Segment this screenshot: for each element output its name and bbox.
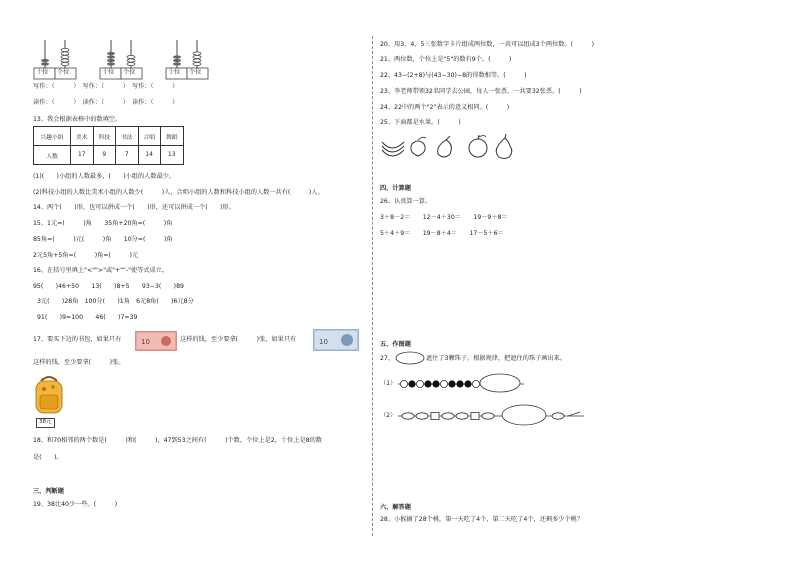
write-line: 写作：（ ） 写作：（ ） 写作：（ ） xyxy=(33,83,179,90)
cover-ellipse-icon xyxy=(394,350,426,366)
question-17-c: 这样的钱，至少要拿( )张。 xyxy=(33,359,125,366)
abacus-3-tens-label: 十位 xyxy=(168,69,181,76)
banana-icon xyxy=(382,142,404,156)
column-divider xyxy=(372,36,373,536)
question-25: 25、下面都是水果。( ) xyxy=(380,119,461,126)
section-5-title: 五、作图题 xyxy=(380,341,411,348)
abacus-1-ones-label: 个位 xyxy=(57,69,70,76)
apple-icon xyxy=(469,135,487,157)
table-cell: 14 xyxy=(138,146,161,165)
table-cell: 13 xyxy=(161,146,184,165)
price-tag: 38元 xyxy=(36,418,55,428)
produce-images xyxy=(380,132,520,160)
question-13-2: (2)科技小组的人数比美术小组的人数少( )人，合唱小组的人数和科技小组的人数一共有( )人。 xyxy=(33,189,324,196)
svg-text:10: 10 xyxy=(141,338,150,346)
section-3-title: 三、判断题 xyxy=(33,488,64,495)
question-28: 28、小猴摘了28个桃，第一天吃了4个，第二天吃了4个，还剩多少个桃？ xyxy=(380,516,584,523)
calc-row-2: 5＋4＋9＝ 19－8＋4＝ 17－5＋6＝ xyxy=(380,230,504,237)
table-header-cell: 合唱 xyxy=(138,127,161,146)
question-22: 22、43−(2+8)与(43−30)−8的得数相等。( ) xyxy=(380,72,527,79)
abacus-2-ones-label: 个位 xyxy=(123,69,136,76)
question-19: 19、38比40少一些。( ) xyxy=(33,501,118,508)
twenty-yuan-bill-image xyxy=(313,329,359,351)
hobby-table xyxy=(33,126,184,165)
calc-row-1: 3＋8－2＝ 12－4＋30＝ 19－9＋8＝ xyxy=(380,214,508,221)
table-header-cell: 舞蹈 xyxy=(161,127,184,146)
table-header-cell: 科技 xyxy=(93,127,116,146)
backpack-image xyxy=(31,373,67,417)
abacus-3-ones-label: 个位 xyxy=(189,69,202,76)
bead-string-1 xyxy=(396,372,526,394)
question-15-c: 2元5角+5角=( )角=( )元 xyxy=(33,252,139,259)
abacus-1-tens-label: 十位 xyxy=(36,69,49,76)
question-15-b: 85角=( )元( )角 10分=( )角 xyxy=(33,236,173,243)
table-row xyxy=(34,146,184,165)
question-24: 24、22中的两个"2"表示的意义相同。( ) xyxy=(380,104,510,111)
table-cell: 人数 xyxy=(34,146,71,165)
question-18-b: 是( )。 xyxy=(33,454,63,461)
question-27-number: 27、 xyxy=(380,355,395,362)
abacus-2-tens-label: 十位 xyxy=(102,69,115,76)
table-cell: 17 xyxy=(71,146,94,165)
table-header-cell: 美术 xyxy=(71,127,94,146)
question-18-a: 18、和70相邻的两个数是( )和( )，47到53之间有( )个数，个位上是2，十位上是8的数 xyxy=(33,437,322,444)
question-26: 26、认真算一算。 xyxy=(380,198,432,205)
bead-string-2 xyxy=(396,402,586,428)
question-16: 16、在括号里填上"<"">"或"+""-"使等式成立。 xyxy=(33,267,169,274)
question-16-row-3: 91( )9=100 46( )7=39 xyxy=(37,314,138,321)
ten-yuan-bill-image xyxy=(135,331,177,351)
question-20: 20、用3、4、5三张数字卡片组成两位数，一共可以组成3个两位数。( ) xyxy=(380,41,595,48)
table-header-cell: 兴趣小组 xyxy=(34,127,71,146)
question-15: 15、1元=( )角 35角+20角=( )角 xyxy=(33,220,173,227)
section-6-title: 六、解答题 xyxy=(380,504,411,511)
question-16-row-2: 3元( )28角 100分( )1角 6元8角( )6元8分 xyxy=(37,298,194,305)
table-cell: 7 xyxy=(116,146,139,165)
question-17-a: 17、要买下边的书包，如果只有 xyxy=(33,336,122,343)
question-14: 14、两个( )形，也可以拼成一个( )形，还可以拼成一个( )形。 xyxy=(33,204,235,211)
question-16-row-1: 95( )46+50 13( )8+5 93−3( )89 xyxy=(33,283,184,290)
question-23: 23、李老师带领32名同学去公园，每人一张票，一共要32张票。( ) xyxy=(380,88,582,95)
row-2-label: （2） xyxy=(380,412,397,419)
question-17-b: 这样的钱，至少要拿( )张，如果只有 xyxy=(180,336,297,343)
question-13-1: (1)( )小组的人数最多，( )小组的人数最少。 xyxy=(33,173,176,180)
pear-icon xyxy=(496,134,512,159)
table-cell: 9 xyxy=(93,146,116,165)
table-row xyxy=(34,127,184,146)
question-13: 13、我会根据表格中的数填空。 xyxy=(33,116,122,123)
eggplant-icon xyxy=(438,136,452,157)
section-4-title: 四、计算题 xyxy=(380,185,411,192)
svg-text:10: 10 xyxy=(319,338,328,346)
read-line: 读作：（ ） 读作：（ ） 读作：（ ） xyxy=(33,99,179,106)
row-1-label: （1） xyxy=(380,380,397,387)
question-21: 21、两位数，个位上是"5"的数有9个。( ) xyxy=(380,56,512,63)
question-27: 遮住了3颗珠子，根据规律，把遮住的珠子画出来。 xyxy=(426,355,567,362)
table-header-cell: 书法 xyxy=(116,127,139,146)
peach-icon xyxy=(411,137,426,156)
